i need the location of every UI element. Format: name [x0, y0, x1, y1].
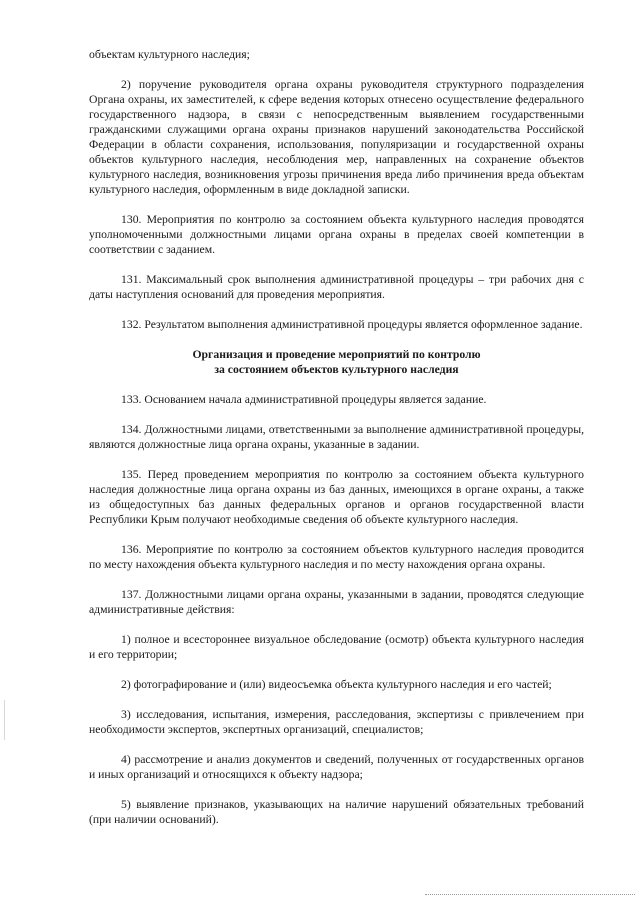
- list-item-5: 5) выявление признаков, указывающих на наличие нарушений обязательных требований (при наличии оснований).: [89, 798, 584, 826]
- paragraph-131: 131. Максимальный срок выполнения административной процедуры – три рабочих дня с даты наступления оснований для проведения мероприятия.: [89, 273, 584, 301]
- footer-dotted-rule: [425, 894, 635, 895]
- scan-margin-mark: [4, 700, 5, 740]
- paragraph-137: 137. Должностными лицами органа охраны, указанными в задании, проводятся следующие административные действия:: [89, 588, 584, 616]
- list-item-3: 3) исследования, испытания, измерения, расследования, экспертизы с привлечением при необходимости экспертов, экспертных организаций, специалистов;: [89, 708, 584, 736]
- paragraph-130: 130. Мероприятия по контролю за состоянием объекта культурного наследия проводятся уполномоченными должностными лицами органа охраны в пределах своей компетенции в соответствии с заданием.: [89, 213, 584, 256]
- section-heading-line-1: Организация и проведение мероприятий по контролю: [192, 348, 481, 361]
- paragraph-item-2: 2) поручение руководителя органа охраны руководителя структурного подразделения Органа охраны, их заместителей, к сфере ведения которых отнесено осуществление федерального государственного надзора, в связи с непосредственным выявлением государственными гражданскими служащими органа охраны признаков нарушений законодательства Российской Федерации в области сохранения, использования, популяризации и государственной охраны объектов культурного наследия, несоблюдения мер, направленных на сохранение объектов культурного наследия, возникновения угрозы причинения вреда либо причинения вреда объектам культурного наследия, оформленным в виде докладной записки.: [89, 78, 584, 196]
- paragraph-136: 136. Мероприятие по контролю за состоянием объектов культурного наследия проводится по месту нахождения объекта культурного наследия и по месту нахождения органа охраны.: [89, 543, 584, 571]
- section-heading: [89, 347, 584, 377]
- paragraph-133: 133. Основанием начала административной процедуры является задание.: [121, 393, 487, 406]
- list-item-2: 2) фотографирование и (или) видеосъемка объекта культурного наследия и его частей;: [121, 678, 552, 691]
- paragraph-132: 132. Результатом выполнения административной процедуры является оформленное задание.: [121, 318, 583, 331]
- list-item-4: 4) рассмотрение и анализ документов и сведений, полученных от государственных органов и иных организаций и относящихся к объекту надзора;: [89, 753, 584, 781]
- paragraph-135: 135. Перед проведением мероприятия по контролю за состоянием объекта культурного наследия должностные лица органа охраны из баз данных, имеющихся в органе охраны, а также из общедоступных баз данных федеральных органов и органов государственной власти Республики Крым получают необходимые сведения об объекте культурного наследия.: [89, 468, 584, 526]
- list-item-1: 1) полное и всестороннее визуальное обследование (осмотр) объекта культурного наследия и его территории;: [89, 633, 584, 661]
- section-heading-line-2: за состоянием объектов культурного наследия: [214, 363, 459, 376]
- document-body: [89, 47, 584, 842]
- paragraph-134: 134. Должностными лицами, ответственными за выполнение административной процедуры, являются должностные лица органа охраны, указанные в задании.: [89, 423, 584, 451]
- paragraph-continuation: объектам культурного наследия;: [89, 48, 250, 61]
